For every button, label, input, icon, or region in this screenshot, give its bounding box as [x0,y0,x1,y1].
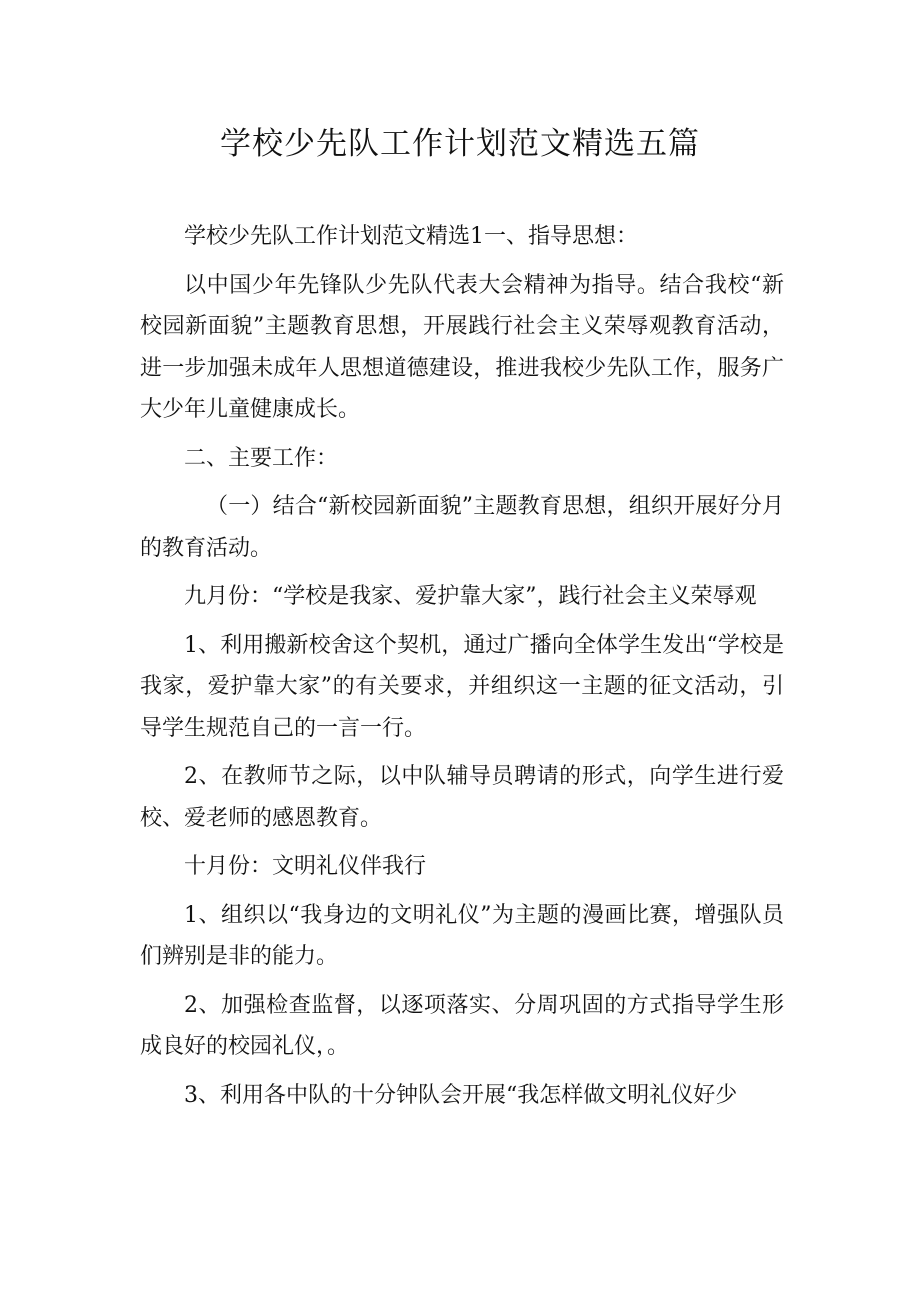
paragraph-intro: 学校少先队工作计划范文精选1一、指导思想： [184,224,638,249]
paragraph-september: 九月份：“学校是我家、爱护靠大家”，践行社会主义荣辱观 [184,584,757,609]
document-title: 学校少先队工作计划范文精选五篇 [220,126,700,162]
paragraph-september-item-2: 2、在教师节之际，以中队辅导员聘请的形式，向学生进行爱校、爱老师的感恩教育。 [140,764,784,831]
document-body [140,216,784,1123]
paragraph-october-item-3: 3、利用各中队的十分钟队会开展“我怎样做文明礼仪好少 [184,1082,738,1108]
paragraph-october: 十月份：文明礼仪伴我行 [184,854,427,879]
paragraph-guiding-thought: 以中国少年先锋队少先队代表大会精神为指导。结合我校“新校园新面貌”主题教育思想，开展践行社会主义荣辱观教育活动，进一步加强未成年人思想道德建设，推进我校少先队工作，服务广大少年儿童健康成长。 [140,272,784,422]
paragraph-monthly-activities: （一）结合“新校园新面貌”主题教育思想，组织开展好分月的教育活动。 [140,494,784,561]
paragraph-october-item-1: 1、组织以“我身边的文明礼仪”为主题的漫画比赛，增强队员们辨别是非的能力。 [140,902,784,969]
paragraph-september-item-1: 1、利用搬新校舍这个契机，通过广播向全体学生发出“学校是我家，爱护靠大家”的有关要求，并组织这一主题的征文活动，引导学生规范自己的一言一行。 [140,632,784,741]
paragraph-october-item-2: 2、加强检查监督，以逐项落实、分周巩固的方式指导学生形成良好的校园礼仪，。 [140,992,784,1059]
paragraph-main-work-heading: 二、主要工作： [184,445,339,471]
